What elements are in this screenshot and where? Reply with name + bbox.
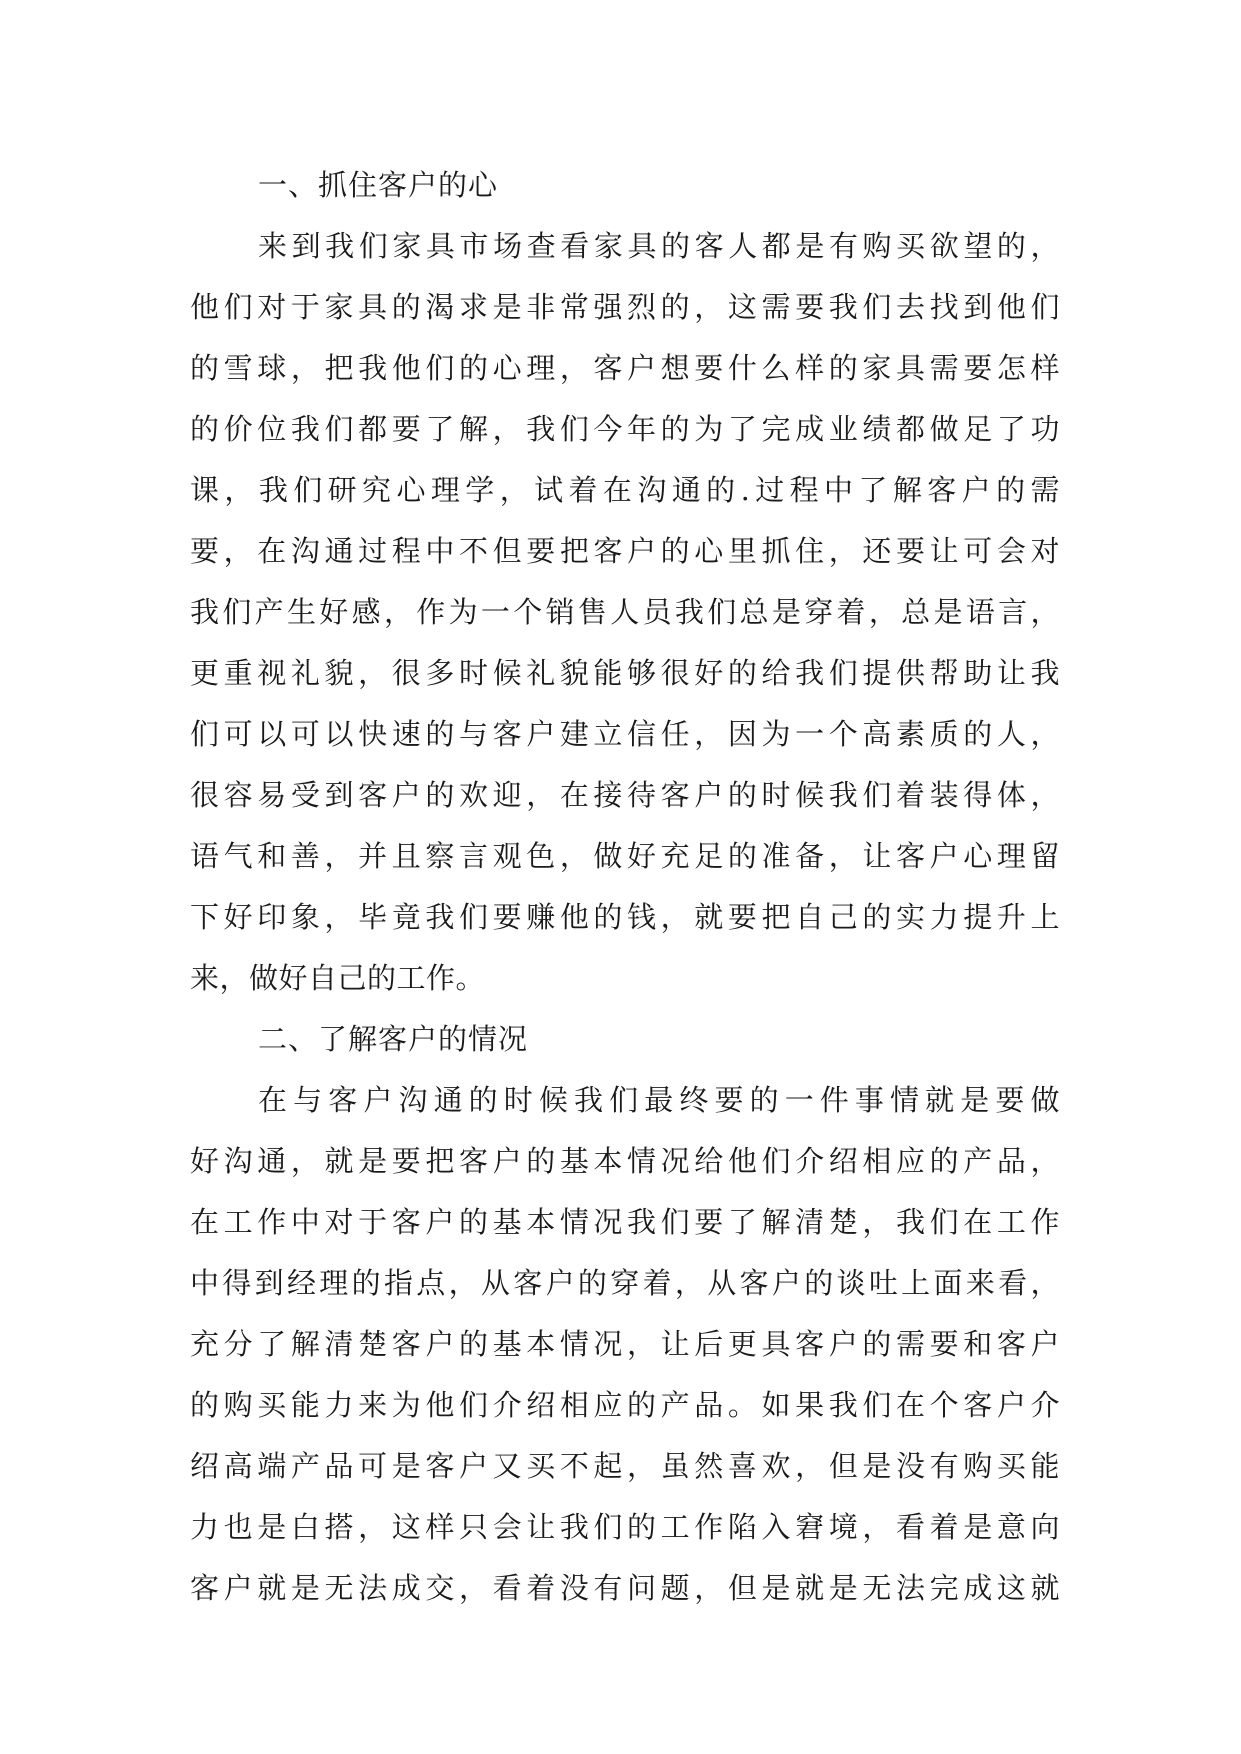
paragraph-line: 充分了解清楚客户的基本情况，让后更具客户的需要和客户 — [190, 1327, 1060, 1361]
document-body — [190, 155, 1060, 1619]
paragraph-line: 很容易受到客户的欢迎，在接待客户的时候我们着装得体， — [190, 778, 1060, 812]
paragraph-line: 的价位我们都要了解，我们今年的为了完成业绩都做足了功 — [190, 412, 1060, 446]
paragraph-line: 下好印象，毕竟我们要赚他的钱，就要把自己的实力提升上 — [190, 900, 1060, 934]
section-heading-2: 二、了解客户的情况 — [258, 1022, 529, 1056]
paragraph-line: 们可以可以快速的与客户建立信任，因为一个高素质的人， — [190, 717, 1060, 751]
paragraph-line: 中得到经理的指点，从客户的穿着，从客户的谈吐上面来看， — [190, 1266, 1060, 1300]
paragraph-line: 更重视礼貌，很多时候礼貌能够很好的给我们提供帮助让我 — [190, 656, 1060, 690]
paragraph-line: 好沟通，就是要把客户的基本情况给他们介绍相应的产品， — [190, 1144, 1060, 1178]
paragraph-line: 力也是白搭，这样只会让我们的工作陷入窘境，看着是意向 — [190, 1510, 1060, 1544]
paragraph-line: 在工作中对于客户的基本情况我们要了解清楚，我们在工作 — [190, 1205, 1060, 1239]
paragraph-line: 在与客户沟通的时候我们最终要的一件事情就是要做 — [258, 1083, 1060, 1117]
paragraph-line: 客户就是无法成交，看着没有问题，但是就是无法完成这就 — [190, 1571, 1060, 1605]
paragraph-line: 课，我们研究心理学，试着在沟通的.过程中了解客户的需 — [190, 473, 1060, 507]
paragraph-line: 绍高端产品可是客户又买不起，虽然喜欢，但是没有购买能 — [190, 1449, 1060, 1483]
paragraph-line: 我们产生好感，作为一个销售人员我们总是穿着，总是语言， — [190, 595, 1060, 629]
paragraph-line: 语气和善，并且察言观色，做好充足的准备，让客户心理留 — [190, 839, 1060, 873]
paragraph-line: 他们对于家具的渴求是非常强烈的，这需要我们去找到他们 — [190, 290, 1060, 324]
paragraph-line: 来，做好自己的工作。 — [190, 961, 486, 995]
paragraph-line: 的雪球，把我他们的心理，客户想要什么样的家具需要怎样 — [190, 351, 1060, 385]
paragraph-line: 要，在沟通过程中不但要把客户的心里抓住，还要让可会对 — [190, 534, 1060, 568]
paragraph-line: 的购买能力来为他们介绍相应的产品。如果我们在个客户介 — [190, 1388, 1060, 1422]
paragraph-line: 来到我们家具市场查看家具的客人都是有购买欲望的， — [258, 229, 1060, 263]
section-heading-1: 一、抓住客户的心 — [258, 168, 499, 202]
